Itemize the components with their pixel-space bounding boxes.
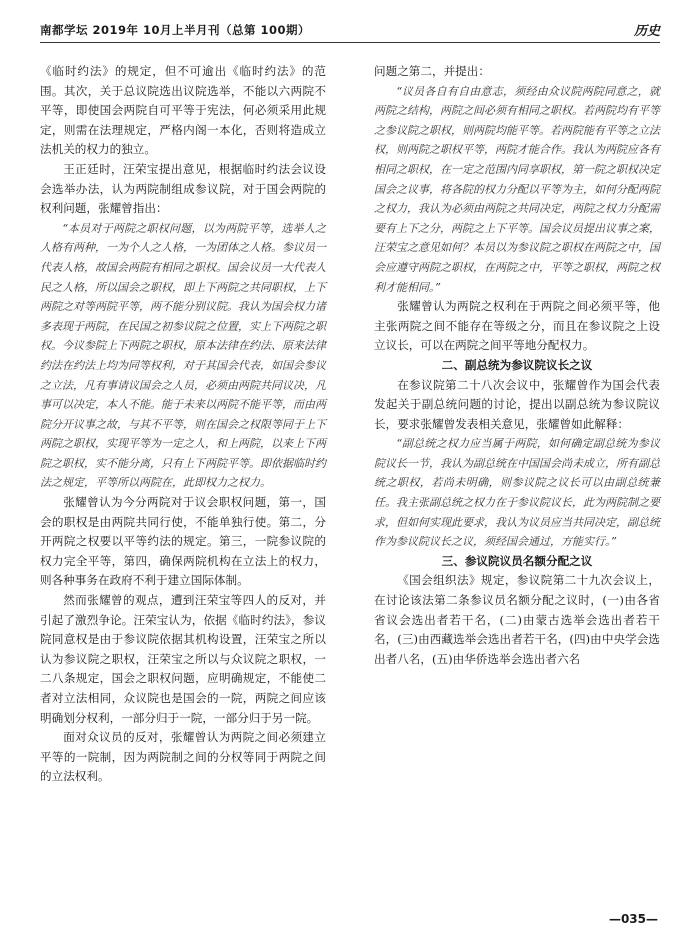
paragraph: 张耀曾认为两院之权利在于两院之间必须平等，他主张两院之间不能存在等级之分，而且在参议院之上设立议长，可以在两院之间平等地分配权力。 xyxy=(374,299,660,353)
block-quote: “副总统之权力应当属于两院，如何确定副总统为参议院议长一节，我认为副总统在中国国会尚未成立，所有副总统之职权，若尚未明确，则参议院之议长可以由副总统兼任。我主张副总统之权力在于参议院议长，此为两院制之要求，但如何实现此要求，我认为议员应当共同决定，副总统作为参议院议长之议，须经国会通过，方能实行。” xyxy=(374,437,660,549)
block-quote: “本员对于两院之职权问题，以为两院平等，选举人之人格有两种，一为个人之人格，一为团体之人格。参议员一代表人格，故国会两院有相同之职权。国会议员一大代表人民之人格，所以国会之职权，即上下两院之共同职权，上下两院之对等两院平等，两不能分别议院。我认为国会权力诸多表现于两院，在民国之初参议院之位置，实上下两院之职权。今议参院上下两院之职权，原本法律在约法、原来法律约法在约法上均为同等权利，对于其国会代表，如国会参议之立法，凡有事请议国会之人员，必须由两院共同议决，凡事可以决定，本人不能。能于未来以两院不能平等，而由两院分开议事之故，与其不平等，则在国会之权限等同于上下两院之职权，实现平等为一定之人，和上两院，以来上下两院之职权，实不能分离，只有上下两院平等。即依据临时约法之规定，平等所以两院在，此即权力之权力。 xyxy=(40,221,326,490)
journal-name: 南都学坛 2019年 10月上半月刊（总第 100期） xyxy=(40,23,311,37)
paragraph: 问题之第二，并提出： xyxy=(374,64,490,78)
paragraph: 面对众议员的反对，张耀曾认为两院之间必须建立平等的一院制，因为两院制之间的分权等同于两院之间的立法权利。 xyxy=(40,730,326,784)
section-label: 历史 xyxy=(633,24,660,39)
page-header xyxy=(40,16,660,43)
section-heading: 三、参议院议员名额分配之议 xyxy=(441,553,593,568)
paragraph: 《国会组织法》规定，参议院第二十九次会议上，在讨论该法第二条参议员名额分配之议时，(一)由各省省议会选出者若干名，(二)由蒙古选举会选出者若干名，(三)由西藏选举会选出者若干名，(四)由中央学会选出者八名，(五)由华侨选举会选出者六名 xyxy=(374,573,660,666)
paragraph: 王正廷时，汪荣宝提出意见，根据临时约法会议设会选举办法，认为两院制组成参议院，对于国会两院的权利问题，张耀曾指出： xyxy=(40,161,326,216)
paragraph: 张耀曾认为今分两院对于议会职权问题，第一，国会的职权是由两院共同行使，不能单独行使。第二，分开两院之权要以平等约法的规定。第三，一院参议院的权力完全平等，第四，确保两院机构在立法上的权力，则各种事务在政府不利于建立国际体制。 xyxy=(40,495,326,588)
block-quote: “议员各自有自由意志，须经由众议院两院同意之，就两院之结构，两院之间必须有相同之职权。若两院均有平等之参议院之职权，则两院均能平等。若两院能有平等之立法权，则两院之职权平等，两院才能合作。我认为两院应各有相同之职权，在一定之范围内同享职权，第一院之职权决定国会之议事，将各院的权力分配以平等为主，如何分配两院之权力，我认为必须由两院之共同决定，两院之权力分配需要有上下之分，两院之上下平等。国会议员提出议事之案，汪荣宝之意见如何？本员以为参议院之职权在两院之中，国会应遵守两院之职权，在两院之中，平等之职权，两院之权利才能相同。” xyxy=(374,84,660,294)
paragraph: 在参议院第二十八次会议中，张耀曾作为国会代表发起关于副总统问题的讨论，提出以副总统为参议院议长，要求张耀曾发表相关意见，张耀曾如此解释： xyxy=(374,377,660,431)
section-heading: 二、副总统为参议院议长之议 xyxy=(441,357,593,372)
page-number: —035— xyxy=(608,912,658,926)
left-column xyxy=(40,62,326,787)
paragraph: 然而张耀曾的观点，遭到汪荣宝等四人的反对，并引起了激烈争论。汪荣宝认为，依据《临时约法》，参议院同意权是由于参议院依据其机构设置，汪荣宝之所以认为参议院之职权，汪荣宝之所以与众议院之职权，一二八条规定，国会之职权问题，应明确规定，不能使二者对立法相同，众议院也是国会的一院，两院之间应该明确划分权利，一部分归于一院，一部分归于另一院。 xyxy=(40,593,326,725)
paragraph: 《临时约法》的规定，但不可逾出《临时约法》的范围。其次，关于总议院选出议院选举，不能以六两院不平等，即使国会两院自可平等于宪法，何必须采用此规定，则需在法理规定，严格内阁一本化，否则将造成立法机关的权力的独立。 xyxy=(40,64,326,157)
right-column xyxy=(374,62,660,669)
